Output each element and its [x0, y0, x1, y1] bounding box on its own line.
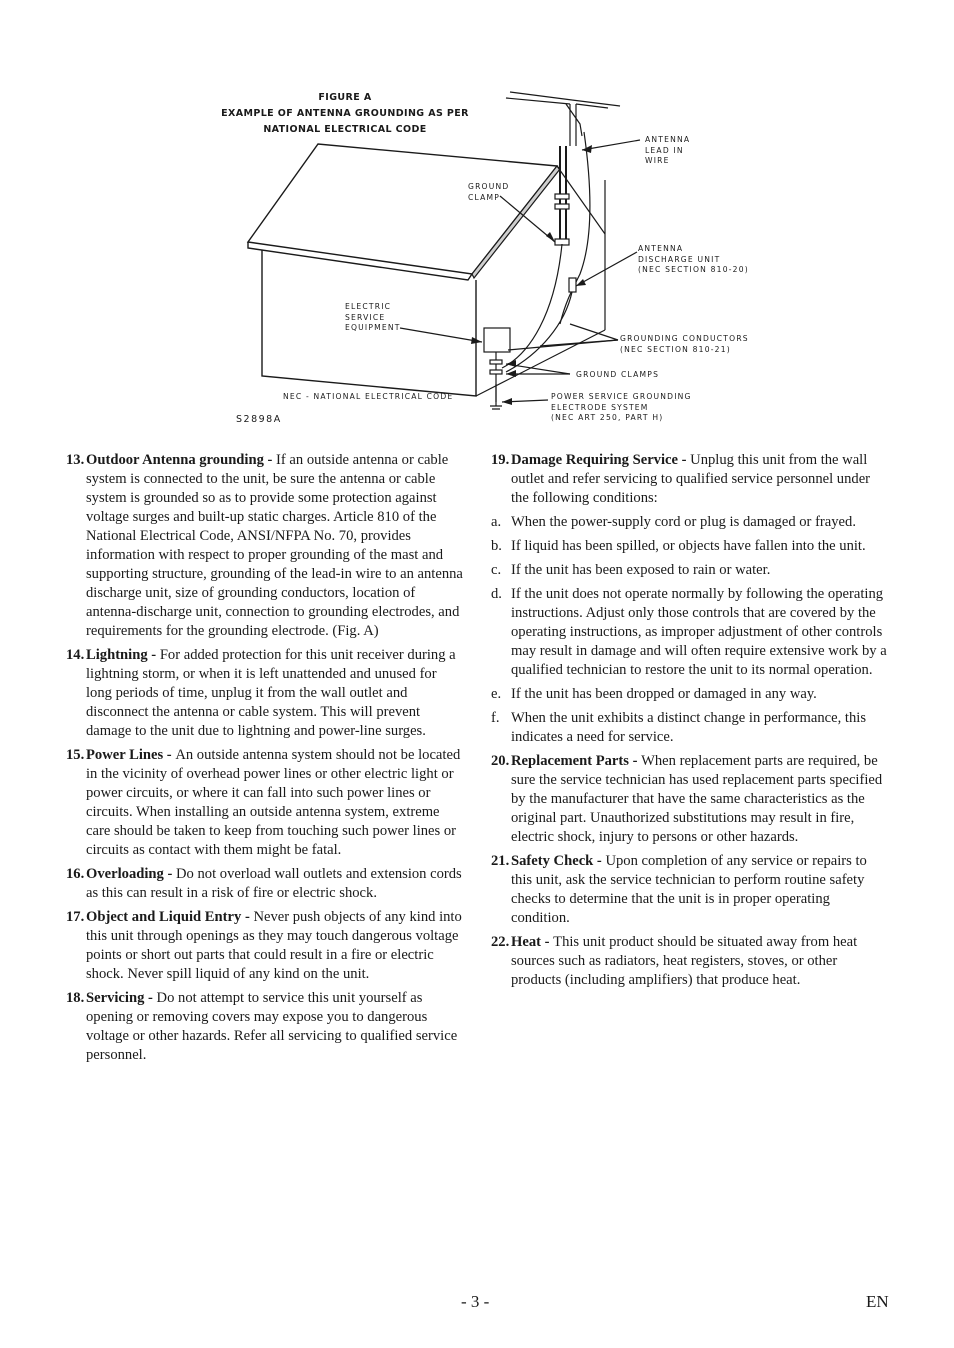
item-14: 14. Lightning - For added protection for this unit receiver during a lightning storm, or when it is left unattended and unused for long periods of time, unplug it from the wall outlet and disconnect the antenna or cable system. This will prevent damage to the unit due to lightning and power-line surges. — [66, 647, 456, 739]
left-column — [66, 451, 466, 1070]
item-13: 13. Outdoor Antenna grounding - If an outside antenna or cable system is connected to the unit, be sure the antenna or cable system is grounded so as to provide some protection against voltage surges and built-up static charges. Article 810 of the National Electrical Code, ANSI/NFPA No. 70, provides information with respect to proper grounding of the mast and supporting structure, grounding of the lead-in wire to an antenna discharge unit, size of grounding conductors, location of antenna-discharge unit, connection to grounding electrodes, and requirements for the grounding electrode. (Fig. A) — [66, 452, 463, 639]
label-ground-clamps: GROUND CLAMPS — [576, 370, 660, 379]
label-electrode-system: POWER SERVICE GROUNDING ELECTRODE SYSTEM (NEC ART 250, PART H) — [551, 392, 692, 422]
item-15: 15. Power Lines - An outside antenna system should not be located in the vicinity of overhead power lines or other electric light or power circuits, or where it can fall into such power lines or circuits. When installing an outside antenna system, extreme care should be taken to keep from touching such power lines or circuits as contact with them might be fatal. — [66, 747, 461, 858]
subitem-b: b. If liquid has been spilled, or objects have fallen into the unit. — [491, 538, 866, 554]
item-17: 17. Object and Liquid Entry - Never push objects of any kind into this unit through openings as they may touch dangerous voltage points or short out parts that could result in a fire or electric shock. Never spill liquid of any kind on the unit. — [66, 909, 462, 982]
item-19: 19. Damage Requiring Service - Unplug this unit from the wall outlet and refer servicing to qualified service personnel under the following conditions: — [491, 452, 871, 506]
right-column — [491, 451, 891, 995]
figure-title: FIGURE A — [318, 92, 372, 103]
language-code: EN — [866, 1292, 889, 1311]
item-18: 18. Servicing - Do not attempt to service this unit yourself as opening or removing covers may expose you to dangerous voltage or other hazards. Refer all servicing to qualified service personnel. — [66, 990, 458, 1063]
item-20: 20. Replacement Parts - When replacement parts are required, be sure the service technician has used replacement parts specified by the manufacturer that have the same characteristics as the original part. Unauthorized substitutions may result in fire, electric shock, injury to persons or other hazards. — [491, 753, 883, 845]
item-21: 21. Safety Check - Upon completion of any service or repairs to this unit, ask the service technician to perform routine safety checks to determine that the unit is in proper operating condition. — [491, 853, 867, 926]
label-discharge-unit: ANTENNA DISCHARGE UNIT (NEC SECTION 810-20) — [638, 244, 749, 274]
label-antenna-lead: ANTENNA LEAD IN WIRE — [645, 135, 691, 165]
figure-code: S2898A — [236, 414, 282, 425]
subitem-a: a. When the power-supply cord or plug is damaged or frayed. — [491, 514, 856, 530]
page-number: - 3 - — [461, 1292, 490, 1311]
item-16: 16. Overloading - Do not overload wall outlets and extension cords as this can result in a risk of fire or electric shock. — [66, 866, 462, 901]
subitem-f: f. When the unit exhibits a distinct change in performance, this indicates a need for service. — [491, 710, 867, 745]
figure-subtitle-line1: EXAMPLE OF ANTENNA GROUNDING AS PER — [221, 108, 469, 119]
label-nec: NEC - NATIONAL ELECTRICAL CODE — [283, 392, 454, 401]
subitem-c: c. If the unit has been exposed to rain or water. — [491, 562, 771, 578]
figure-subtitle-line2: NATIONAL ELECTRICAL CODE — [263, 124, 427, 135]
label-electric-service: ELECTRIC SERVICE EQUIPMENT — [345, 302, 401, 332]
label-grounding-conductors: GROUNDING CONDUCTORS (NEC SECTION 810-21) — [620, 334, 749, 354]
label-ground-clamp: GROUND CLAMP — [468, 182, 510, 202]
subitem-e: e. If the unit has been dropped or damaged in any way. — [491, 686, 817, 702]
subitem-d: d. If the unit does not operate normally by following the operating instructions. Adjust only those controls that are covered by the operating instructions, as improper adjustment of other controls may result in damage and will often require extensive work by a qualified technician to restore the unit to its normal operation. — [491, 586, 887, 678]
item-22: 22. Heat - This unit product should be situated away from heat sources such as radiators, heat registers, stoves, or other products (including amplifiers) that produce heat. — [491, 934, 858, 988]
antenna-grounding-figure — [210, 84, 770, 434]
